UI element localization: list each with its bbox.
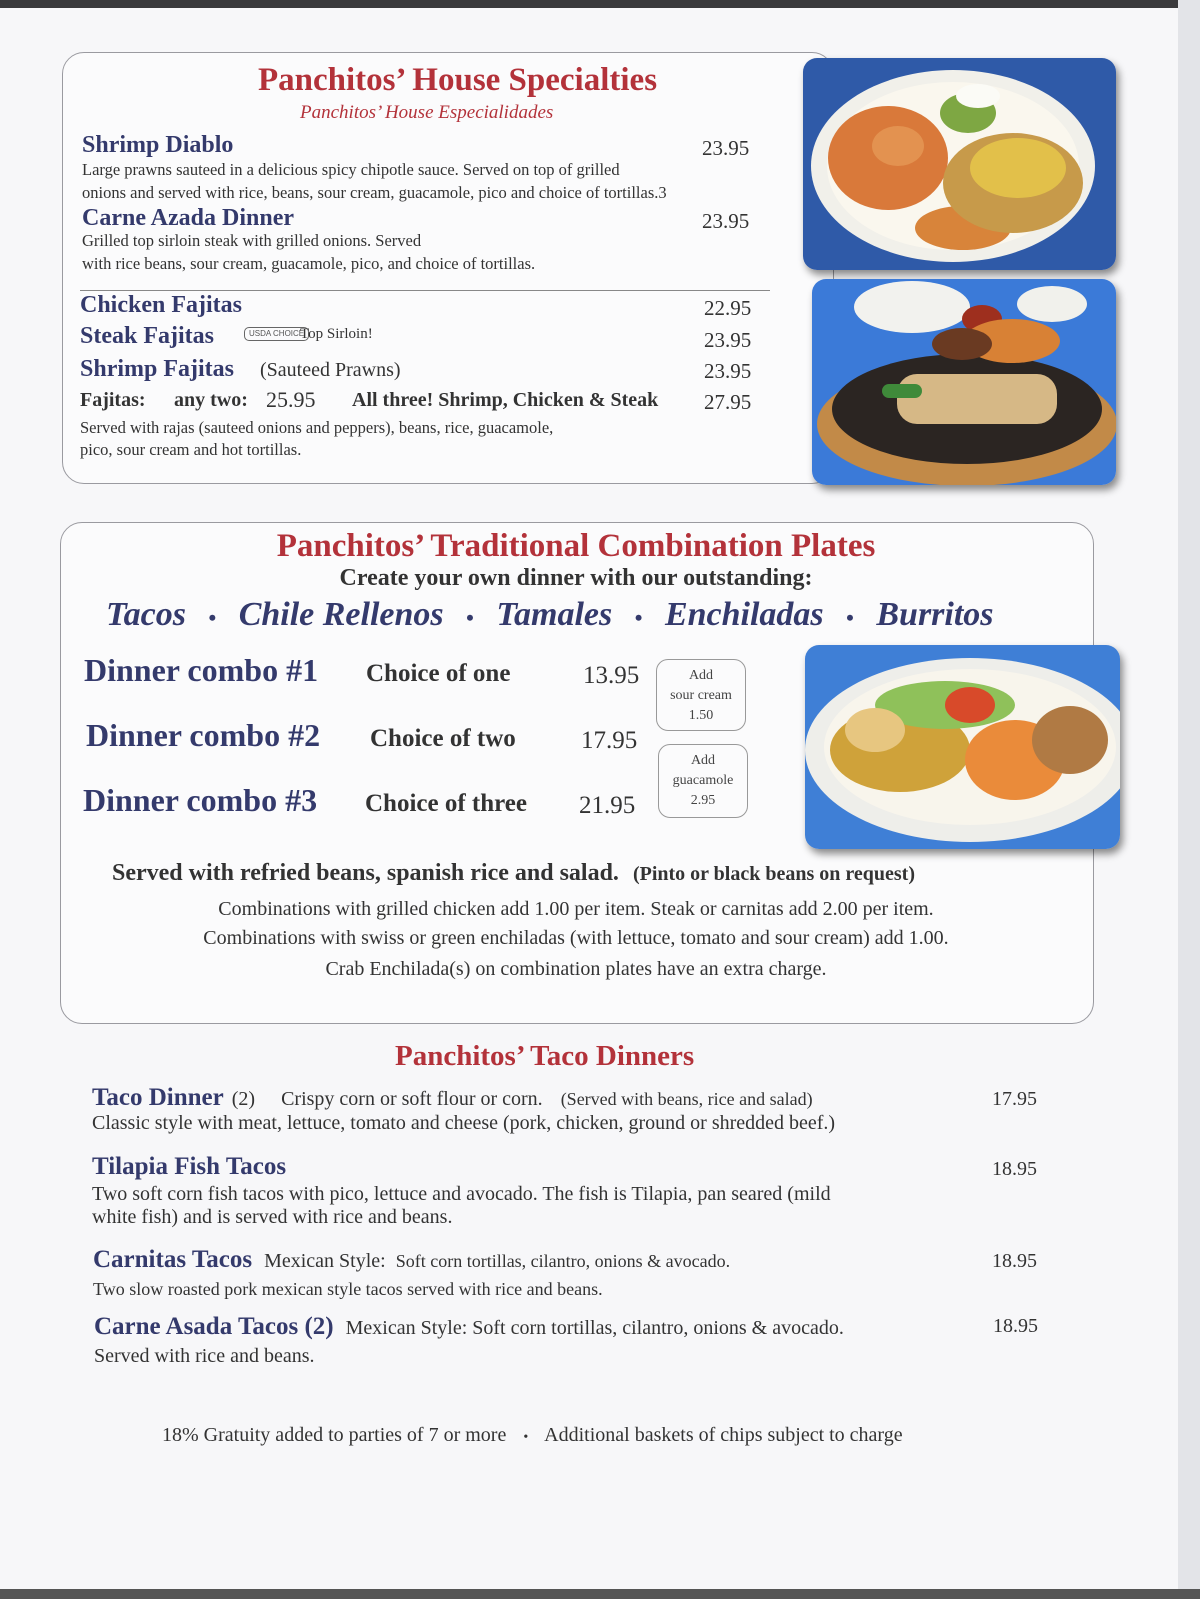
item-name-shrimp-fajitas: Shrimp Fajitas <box>80 356 235 382</box>
right-edge <box>1178 0 1200 1599</box>
taco-dinner-qty: (2) <box>231 1088 256 1110</box>
tilapia-tacos-price: 18.95 <box>992 1158 1037 1180</box>
choices-row <box>106 596 994 634</box>
chips-note: Additional baskets of chips subject to charge <box>544 1424 903 1446</box>
choice-chile-rellenos: Chile Rellenos <box>238 596 444 633</box>
carnitas-tacos-line <box>93 1246 730 1274</box>
item-desc-carne-azada-2: with rice beans, sour cream, guacamole, pico, and choice of tortillas. <box>82 254 536 273</box>
fajitas-all-three-price: 27.95 <box>704 390 752 414</box>
shrimp-diablo-photo <box>803 58 1116 270</box>
item-name-steak-fajitas: Steak Fajitas <box>80 323 214 349</box>
item-name-carne-azada: Carne Azada Dinner <box>82 205 294 231</box>
tilapia-tacos-desc-1: Two soft corn fish tacos with pico, lettuce and avocado. The fish is Tilapia, pan seared (mild <box>92 1183 831 1205</box>
combination-note-1: Combinations with grilled chicken add 1.00 per item. Steak or carnitas add 2.00 per item. <box>218 898 934 920</box>
tilapia-tacos-name: Tilapia Fish Tacos <box>92 1153 287 1180</box>
addon-guacamole-price: 2.95 <box>690 793 716 808</box>
addon-sour-cream-price: 1.50 <box>688 708 714 723</box>
carnitas-tacos-name: Carnitas Tacos <box>93 1246 253 1273</box>
combo-2-price: 17.95 <box>581 727 638 754</box>
combo-3-name: Dinner combo #3 <box>83 782 318 818</box>
carnitas-tacos-inline2: Soft corn tortillas, cilantro, onions & avocado. <box>395 1251 731 1271</box>
carne-asada-tacos-desc: Served with rice and beans. <box>94 1345 315 1367</box>
house-specialties-subtitle: Panchitos’ House Especialidades <box>300 102 554 123</box>
taco-dinner-line <box>92 1084 813 1112</box>
taco-dinner-inline: Crispy corn or soft flour or corn. <box>281 1088 543 1110</box>
item-name-chicken-fajitas: Chicken Fajitas <box>80 292 242 318</box>
bottom-edge <box>0 1589 1200 1599</box>
carnitas-tacos-desc: Two slow roasted pork mexican style tacos served with rice and beans. <box>93 1279 603 1299</box>
choice-burritos: Burritos <box>876 596 994 633</box>
top-edge <box>0 0 1200 8</box>
addon-guacamole-l1: Add <box>690 753 716 768</box>
combination-title: Panchitos’ Traditional Combination Plates <box>276 528 876 564</box>
fajitas-desc-2: pico, sour cream and hot tortillas. <box>80 440 302 459</box>
taco-dinners-title: Panchitos’ Taco Dinners <box>395 1040 695 1072</box>
combo-1-choice: Choice of one <box>366 660 511 687</box>
combo-1-price: 13.95 <box>583 662 640 689</box>
gratuity-note: 18% Gratuity added to parties of 7 or more <box>162 1424 507 1446</box>
combination-subtitle: Create your own dinner with our outstanding: <box>339 565 813 591</box>
item-desc-carne-azada-1: Grilled top sirloin steak with grilled onions. Served <box>82 231 422 250</box>
item-desc-shrimp-diablo-2: onions and served with rice, beans, sour cream, guacamole, pico and choice of tortillas.3 <box>82 183 667 202</box>
shrimp-fajitas-note: (Sauteed Prawns) <box>260 359 401 381</box>
addon-guacamole-l2: guacamole <box>672 773 734 788</box>
taco-dinner-name: Taco Dinner <box>92 1084 224 1111</box>
house-specialties-title: Panchitos’ House Specialties <box>258 62 658 98</box>
fajitas-any-two: any two: <box>174 389 248 411</box>
carnitas-tacos-price: 18.95 <box>992 1250 1037 1272</box>
choice-tacos: Tacos <box>106 596 186 633</box>
taco-dinner-inline2: (Served with beans, rice and salad) <box>560 1089 813 1109</box>
combination-note-3: Crab Enchilada(s) on combination plates have an extra charge. <box>325 958 827 980</box>
served-with-text: Served with refried beans, spanish rice and salad. <box>112 860 619 886</box>
steak-fajitas-note: Top Sirloin! <box>300 326 373 342</box>
choice-bullet: • <box>208 605 217 630</box>
choice-bullet: • <box>466 605 474 630</box>
item-price-shrimp-fajitas: 23.95 <box>704 359 752 383</box>
tilapia-tacos-desc-2: white fish) and is served with rice and beans. <box>92 1206 453 1228</box>
combo-3-choice: Choice of three <box>365 790 527 817</box>
combo-3-price: 21.95 <box>579 792 636 819</box>
footer-note <box>162 1424 903 1447</box>
carne-asada-tacos-line <box>94 1313 844 1341</box>
carne-asada-tacos-price: 18.95 <box>993 1315 1038 1337</box>
addon-sour-cream <box>656 659 746 731</box>
carne-asada-tacos-name: Carne Asada Tacos (2) <box>94 1313 334 1340</box>
fajitas-desc-1: Served with rajas (sauteed onions and peppers), beans, rice, guacamole, <box>80 418 554 437</box>
footer-bullet: • <box>523 1430 529 1445</box>
fajitas-photo <box>812 279 1116 485</box>
item-name-shrimp-diablo: Shrimp Diablo <box>82 132 234 158</box>
choice-bullet: • <box>846 605 854 630</box>
choice-bullet: • <box>634 605 643 630</box>
combo-2-name: Dinner combo #2 <box>86 717 321 753</box>
carnitas-tacos-inline: Mexican Style: <box>264 1250 386 1272</box>
item-price-shrimp-diablo: 23.95 <box>702 136 750 160</box>
addon-guacamole <box>658 744 748 818</box>
combination-plate-photo <box>805 645 1120 849</box>
addon-sour-cream-l2: sour cream <box>670 688 732 703</box>
item-desc-shrimp-diablo-1: Large prawns sauteed in a delicious spicy chipotle sauce. Served on top of grilled <box>82 160 620 179</box>
combo-1-name: Dinner combo #1 <box>84 652 319 688</box>
choice-enchiladas: Enchiladas <box>664 596 824 633</box>
combo-2-choice: Choice of two <box>370 725 516 752</box>
addon-sour-cream-l1: Add <box>688 668 714 683</box>
choice-tamales: Tamales <box>496 596 613 633</box>
taco-dinner-price: 17.95 <box>992 1088 1037 1110</box>
divider <box>80 290 770 291</box>
served-with-note: (Pinto or black beans on request) <box>632 863 915 885</box>
carne-asada-tacos-inline: Mexican Style: Soft corn tortillas, cilantro, onions & avocado. <box>345 1317 844 1339</box>
item-price-steak-fajitas: 23.95 <box>704 328 752 352</box>
fajitas-all-three: All three! Shrimp, Chicken & Steak <box>352 389 659 411</box>
fajitas-any-two-price: 25.95 <box>266 387 316 412</box>
combination-note-2: Combinations with swiss or green enchiladas (with lettuce, tomato and sour cream) add 1.00. <box>203 927 949 949</box>
usda-choice-label: USDA CHOICE <box>244 327 309 341</box>
served-with <box>112 860 915 887</box>
item-price-chicken-fajitas: 22.95 <box>704 296 752 320</box>
taco-dinner-desc: Classic style with meat, lettuce, tomato and cheese (pork, chicken, ground or shredded beef.) <box>92 1112 836 1134</box>
fajitas-combo-label: Fajitas: <box>80 389 146 411</box>
item-price-carne-azada: 23.95 <box>702 209 750 233</box>
